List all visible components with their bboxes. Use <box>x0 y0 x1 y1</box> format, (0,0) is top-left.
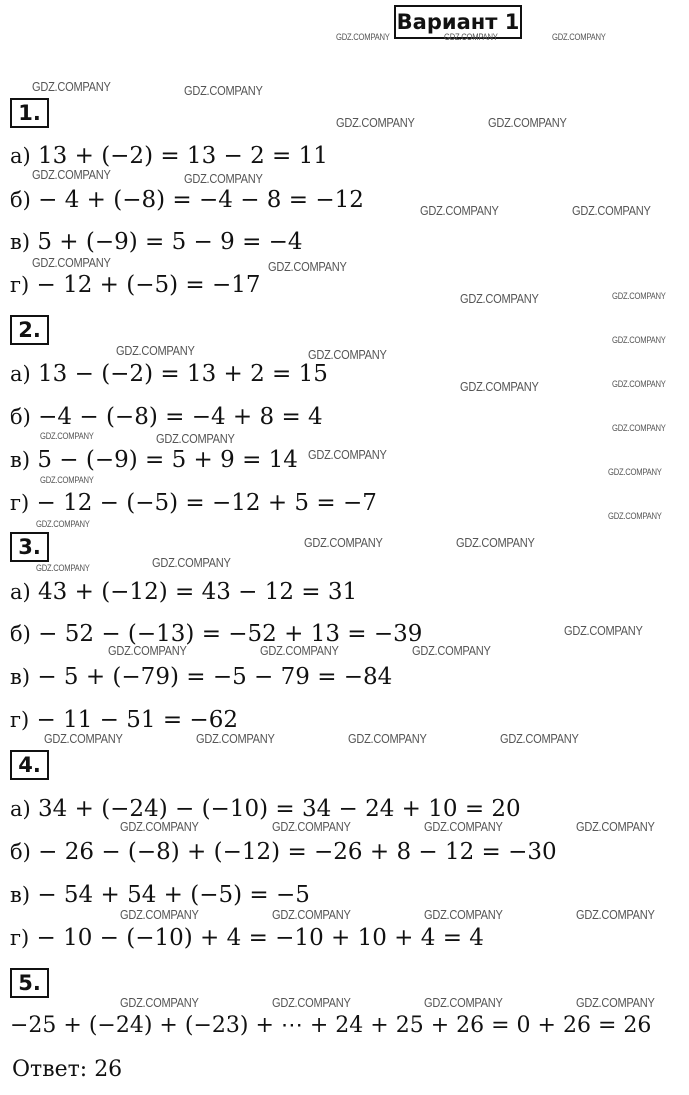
answer-text: Ответ: 26 <box>12 1057 123 1082</box>
task-4-line-d <box>10 923 484 953</box>
line-expression: − 11 − 51 = −62 <box>29 707 238 733</box>
task-3-line-c <box>10 662 392 692</box>
task-3-line-b <box>10 619 422 649</box>
watermark: GDZ.COMPANY <box>308 347 387 362</box>
watermark: GDZ.COMPANY <box>40 431 94 441</box>
line-prefix: в) <box>10 230 31 254</box>
line-prefix: б) <box>10 840 31 864</box>
line-prefix: а) <box>10 797 31 821</box>
line-expression: − 4 + (−8) = −4 − 8 = −12 <box>30 187 364 213</box>
line-prefix: а) <box>10 362 31 386</box>
line-expression: − 12 − (−5) = −12 + 5 = −7 <box>29 490 377 516</box>
watermark: GDZ.COMPANY <box>184 171 263 186</box>
watermark: GDZ.COMPANY <box>576 995 655 1010</box>
line-expression: − 5 + (−79) = −5 − 79 = −84 <box>30 664 393 690</box>
watermark: GDZ.COMPANY <box>272 995 351 1010</box>
line-prefix: б) <box>10 405 31 429</box>
line-expression: 13 − (−2) = 13 + 2 = 15 <box>30 361 328 387</box>
watermark: GDZ.COMPANY <box>424 907 503 922</box>
watermark: GDZ.COMPANY <box>260 643 339 658</box>
task-number-3: 3. <box>10 532 49 562</box>
line-expression: − 26 − (−8) + (−12) = −26 + 8 − 12 = −30 <box>30 839 557 865</box>
watermark: GDZ.COMPANY <box>32 79 111 94</box>
line-expression: − 54 + 54 + (−5) = −5 <box>30 882 310 908</box>
line-expression: −4 − (−8) = −4 + 8 = 4 <box>30 404 323 430</box>
watermark: GDZ.COMPANY <box>460 379 539 394</box>
line-expression: − 52 − (−13) = −52 + 13 = −39 <box>30 621 423 647</box>
watermark: GDZ.COMPANY <box>460 291 539 306</box>
watermark: GDZ.COMPANY <box>184 83 263 98</box>
watermark: GDZ.COMPANY <box>116 343 195 358</box>
line-prefix: а) <box>10 580 31 604</box>
watermark: GDZ.COMPANY <box>36 563 90 573</box>
task-2-line-a <box>10 359 328 389</box>
watermark: GDZ.COMPANY <box>420 203 499 218</box>
line-prefix: б) <box>10 622 31 646</box>
watermark: GDZ.COMPANY <box>576 819 655 834</box>
watermark: GDZ.COMPANY <box>272 907 351 922</box>
watermark: GDZ.COMPANY <box>120 819 199 834</box>
watermark: GDZ.COMPANY <box>336 115 415 130</box>
watermark: GDZ.COMPANY <box>564 623 643 638</box>
watermark: GDZ.COMPANY <box>456 535 535 550</box>
line-expression: 34 + (−24) − (−10) = 34 − 24 + 10 = 20 <box>30 796 521 822</box>
watermark: GDZ.COMPANY <box>612 379 666 389</box>
watermark: GDZ.COMPANY <box>552 32 606 42</box>
line-prefix: в) <box>10 448 31 472</box>
variant-title: Вариант 1 <box>394 5 522 39</box>
watermark: GDZ.COMPANY <box>608 511 662 521</box>
line-prefix: г) <box>10 273 30 297</box>
watermark: GDZ.COMPANY <box>500 731 579 746</box>
task-number-5: 5. <box>10 968 49 998</box>
watermark: GDZ.COMPANY <box>120 907 199 922</box>
line-expression: 43 + (−12) = 43 − 12 = 31 <box>30 579 358 605</box>
task-number-1: 1. <box>10 98 49 128</box>
watermark: GDZ.COMPANY <box>120 995 199 1010</box>
line-expression: 5 − (−9) = 5 + 9 = 14 <box>30 447 298 473</box>
task-1-line-c <box>10 227 303 257</box>
watermark: GDZ.COMPANY <box>156 431 235 446</box>
line-expression: 13 + (−2) = 13 − 2 = 11 <box>30 143 328 169</box>
task-5-line <box>10 1011 651 1041</box>
line-expression: − 12 + (−5) = −17 <box>29 272 261 298</box>
line-expression: − 10 − (−10) + 4 = −10 + 10 + 4 = 4 <box>29 925 484 951</box>
watermark: GDZ.COMPANY <box>424 819 503 834</box>
line-prefix: а) <box>10 144 31 168</box>
watermark: GDZ.COMPANY <box>488 115 567 130</box>
task-2-line-c <box>10 445 298 475</box>
watermark: GDZ.COMPANY <box>612 291 666 301</box>
watermark: GDZ.COMPANY <box>40 475 94 485</box>
watermark: GDZ.COMPANY <box>32 167 111 182</box>
line-prefix: в) <box>10 665 31 689</box>
line-prefix: б) <box>10 188 31 212</box>
watermark: GDZ.COMPANY <box>608 467 662 477</box>
watermark: GDZ.COMPANY <box>152 555 231 570</box>
watermark: GDZ.COMPANY <box>444 32 498 42</box>
watermark: GDZ.COMPANY <box>572 203 651 218</box>
line-prefix: г) <box>10 708 30 732</box>
task-3-line-a <box>10 577 357 607</box>
task-1-line-b <box>10 185 364 215</box>
watermark: GDZ.COMPANY <box>412 643 491 658</box>
watermark: GDZ.COMPANY <box>576 907 655 922</box>
line-expression: −25 + (−24) + (−23) + ⋯ + 24 + 25 + 26 = 0 + 26 = 26 <box>10 1013 652 1038</box>
watermark: GDZ.COMPANY <box>36 519 90 529</box>
task-number-4: 4. <box>10 750 49 780</box>
task-4-line-c <box>10 880 310 910</box>
task-2-line-b <box>10 402 323 432</box>
task-4-line-b <box>10 837 557 867</box>
line-expression: 5 + (−9) = 5 − 9 = −4 <box>30 229 303 255</box>
watermark: GDZ.COMPANY <box>196 731 275 746</box>
watermark: GDZ.COMPANY <box>44 731 123 746</box>
watermark: GDZ.COMPANY <box>304 535 383 550</box>
watermark: GDZ.COMPANY <box>336 32 390 42</box>
watermark: GDZ.COMPANY <box>268 259 347 274</box>
task-number-2: 2. <box>10 315 49 345</box>
watermark: GDZ.COMPANY <box>108 643 187 658</box>
line-prefix: в) <box>10 883 31 907</box>
watermark: GDZ.COMPANY <box>308 447 387 462</box>
watermark: GDZ.COMPANY <box>612 335 666 345</box>
watermark: GDZ.COMPANY <box>612 423 666 433</box>
watermark: GDZ.COMPANY <box>32 255 111 270</box>
task-2-line-d <box>10 488 377 518</box>
line-prefix: г) <box>10 491 30 515</box>
line-prefix: г) <box>10 926 30 950</box>
watermark: GDZ.COMPANY <box>348 731 427 746</box>
watermark: GDZ.COMPANY <box>424 995 503 1010</box>
task-1-line-d <box>10 270 261 300</box>
watermark: GDZ.COMPANY <box>272 819 351 834</box>
